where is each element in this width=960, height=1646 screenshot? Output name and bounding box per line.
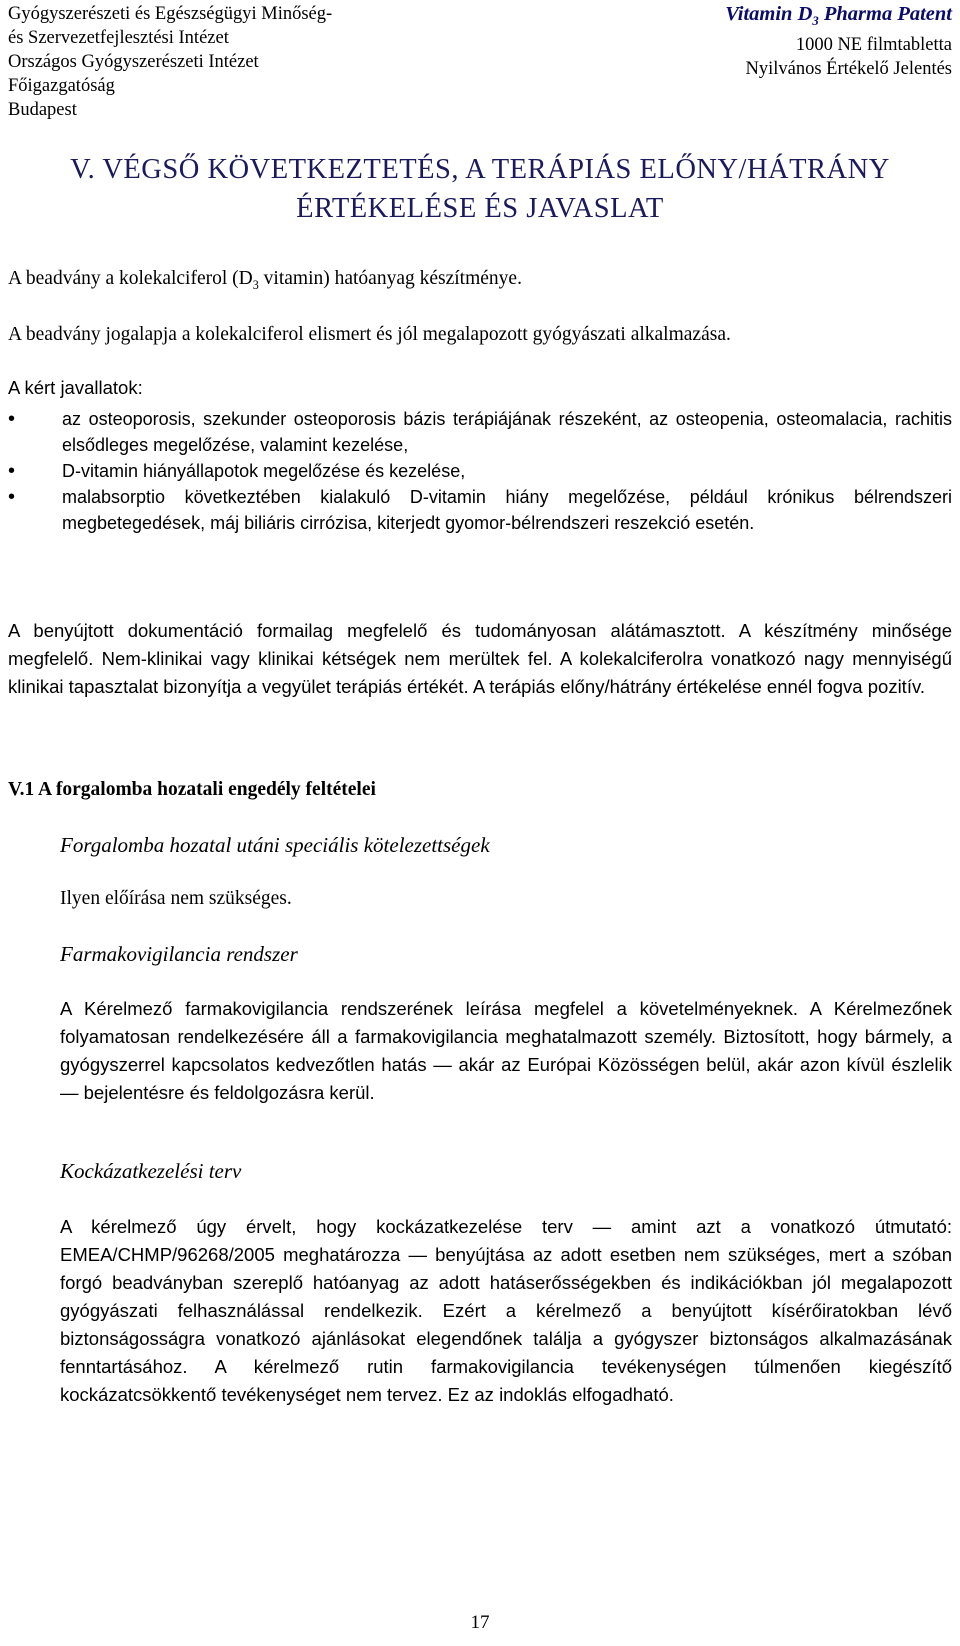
list-item: • D-vitamin hiányállapotok megelőzése és kezelése, xyxy=(8,458,952,484)
institution-line: Főigazgatóság xyxy=(8,76,115,96)
conclusion-paragraph: A benyújtott dokumentáció formailag megfelelő és tudományosan alátámasztott. A készítmény minősége megfelelő. Nem-klinikai vagy klinikai kétségek nem merültek fel. A kolekalciferolra vonatkozó nagy mennyiségű klinikai tapasztalat bizonyítja a vegyület terápiás értékét. A terápiás előny/hátrány értékelése ennél fogva pozitív. xyxy=(8,620,952,697)
list-item: • malabsorptio következtében kialakuló D-vitamin hiány megelőzése, például krónikus bélrendszeri megbetegedések, máj biliáris cirrózisa, kiterjedt gyomor-bélrendszeri reszekció esetén. xyxy=(8,484,952,536)
subsection-title: Kockázatkezelési terv xyxy=(60,1159,242,1183)
subsection-text: A kérelmező úgy érvelt, hogy kockázatkezelése terv — amint azt a vonatkozó útmutató: EMEA/CHMP/96268/2005 meghatározza — benyújtása az adott esetben nem szükséges, mert a szóban forgó beadványban szereplő hatóanyag az adott hatáserősségekben és indikációkban jól megalapozott gyógyászati felhasználással rendelkezik. Ezért a kérelmező a benyújtott kísérőiratokban lévő biztonságosságra vonatkozó ajánlásokat elegendőnek találja a gyógyszer biztonságos alkalmazásának fenntartásához. A kérelmező rutin farmakovigilancia tevékenységen túlmenően kiegészítő kockázatcsökkentő tevékenységet nem tervez. Ez az indoklás elfogadható. xyxy=(60,1216,952,1405)
section-heading: V.1 A forgalomba hozatali engedély feltételei xyxy=(8,779,376,800)
intro-paragraph-2: A beadvány jogalapja a kolekalciferol elismert és jól megalapozott gyógyászati alkalmazása. xyxy=(8,324,731,345)
indications-label: A kért javallatok: xyxy=(8,377,143,398)
page-number: 17 xyxy=(470,1612,490,1633)
product-name: Vitamin $D_3$ Pharma Patent xyxy=(725,3,952,29)
list-item: • az osteoporosis, szekunder osteoporosis bázis terápiájának részeként, az osteopenia, osteomalacia, rachitis elsődleges megelőzése, valamint kezelése, xyxy=(8,406,952,458)
intro-paragraph-1: A beadvány a kolekalciferol ($D_3$ vitamin) hatóanyag készítménye. xyxy=(8,268,522,292)
subsection-title: Farmakovigilancia rendszer xyxy=(60,942,298,966)
institution-line: és Szervezetfejlesztési Intézet xyxy=(8,28,229,48)
chapter-title-line: V. VÉGSŐ KÖVETKEZTETÉS, A TERÁPIÁS ELŐNY/HÁTRÁNY xyxy=(70,154,890,185)
institution-line: Országos Gyógyszerészeti Intézet xyxy=(8,52,259,72)
institution-line: Gyógyszerészeti és Egészségügyi Minőség- xyxy=(8,4,333,24)
subsection-text: A Kérelmező farmakovigilancia rendszerének leírása megfelel a követelményeknek. A Kérelmezőnek folyamatosan rendelkezésére áll a farmakovigilancia meghatalmazott személy. Biztosított, hogy bármely, a gyógyszerrel kapcsolatos kedvezőtlen hatás — akár az Európai Közösségen belül, akár azon kívül észlelik — bejelentésre és feldolgozásra kerül. xyxy=(60,998,952,1103)
product-header xyxy=(725,2,952,81)
institution-header xyxy=(8,2,332,122)
indications-list xyxy=(8,406,952,536)
report-type: Nyilvános Értékelő Jelentés xyxy=(745,59,952,80)
subsection-title: Forgalomba hozatal utáni speciális kötelezettségek xyxy=(60,833,490,857)
chapter-title xyxy=(0,150,960,228)
product-form: 1000 NE filmtabletta xyxy=(795,35,952,56)
institution-line: Budapest xyxy=(8,100,77,120)
chapter-title-line: ÉRTÉKELÉSE ÉS JAVASLAT xyxy=(296,193,664,224)
subsection-text: Ilyen előírása nem szükséges. xyxy=(60,888,292,909)
